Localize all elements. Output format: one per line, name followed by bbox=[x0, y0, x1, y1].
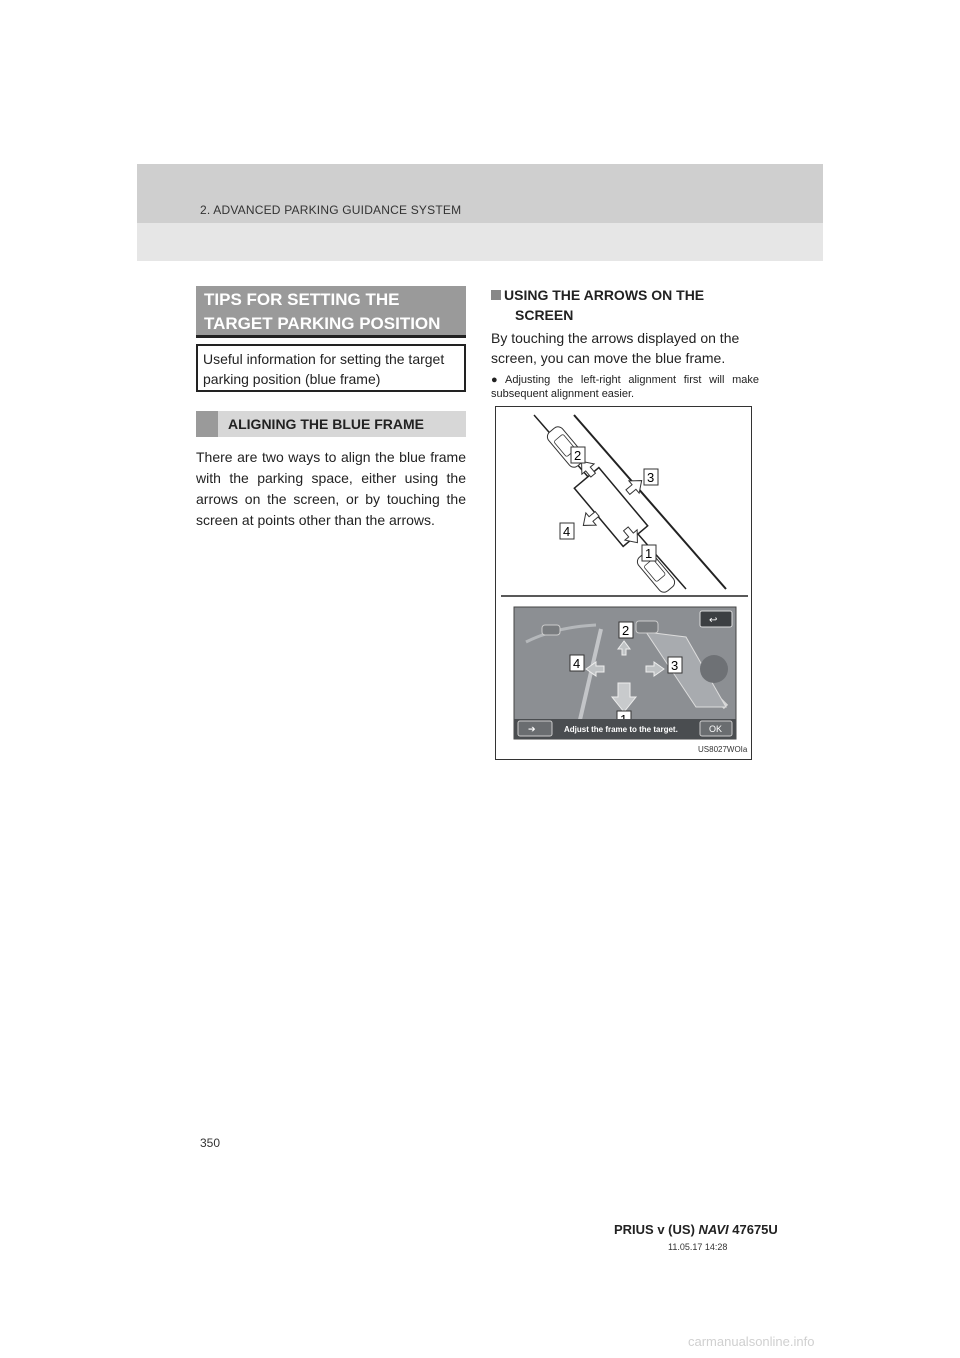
useful-info-box: Useful information for setting the target parking position (blue frame) bbox=[196, 344, 466, 392]
arrows-heading-line2: SCREEN bbox=[515, 307, 574, 323]
arrows-heading bbox=[491, 285, 759, 325]
model-prefix: PRIUS v (US) bbox=[614, 1222, 695, 1237]
screen-label-2: 2 bbox=[622, 623, 630, 638]
square-bullet-icon bbox=[491, 290, 501, 300]
figure-illustration bbox=[495, 406, 752, 760]
page-number: 350 bbox=[200, 1136, 221, 1150]
top-label-3: 3 bbox=[647, 470, 655, 485]
screen-message: Adjust the frame to the target. bbox=[564, 725, 678, 734]
heading-marker bbox=[196, 411, 218, 437]
screen-label-4: 4 bbox=[573, 656, 581, 671]
top-label-2: 2 bbox=[574, 448, 582, 463]
aligning-heading bbox=[196, 411, 466, 437]
bullet-dot-icon: ● bbox=[491, 374, 498, 386]
model-line bbox=[614, 1222, 778, 1237]
top-label-1: 1 bbox=[645, 546, 653, 561]
ok-label: OK bbox=[709, 724, 723, 734]
figure-svg bbox=[496, 407, 751, 759]
tips-title-box: TIPS FOR SETTING THE TARGET PARKING POSITION bbox=[196, 286, 466, 338]
model-code: 47675U bbox=[732, 1222, 778, 1237]
watermark: carmanualsonline.info bbox=[688, 1334, 815, 1349]
screen-label-3: 3 bbox=[671, 658, 679, 673]
arrows-heading-line1: USING THE ARROWS ON THE bbox=[504, 287, 705, 303]
timestamp: 11.05.17 14:28 bbox=[668, 1242, 728, 1252]
note-item bbox=[491, 373, 759, 401]
model-navi: NAVI bbox=[698, 1222, 729, 1237]
figure-code: US8027WOIa bbox=[698, 745, 748, 754]
back-arrow-icon: ↩ bbox=[709, 615, 718, 626]
top-label-4: 4 bbox=[563, 524, 571, 539]
arrows-body-text: By touching the arrows displayed on the screen, you can move the blue frame. bbox=[491, 330, 740, 366]
section-title: 2. ADVANCED PARKING GUIDANCE SYSTEM bbox=[200, 203, 462, 217]
aligning-heading-text: ALIGNING THE BLUE FRAME bbox=[228, 416, 424, 432]
note-text: Adjusting the left-right alignment first will make subsequent alignment easier. bbox=[491, 374, 759, 400]
left-body-text: There are two ways to align the blue frame with the parking space, either using the arrows on the screen, or by touching the screen at points other than the arrows. bbox=[196, 449, 466, 528]
mode-arrow-icon: ➔ bbox=[528, 725, 536, 735]
header-subband bbox=[137, 223, 823, 261]
